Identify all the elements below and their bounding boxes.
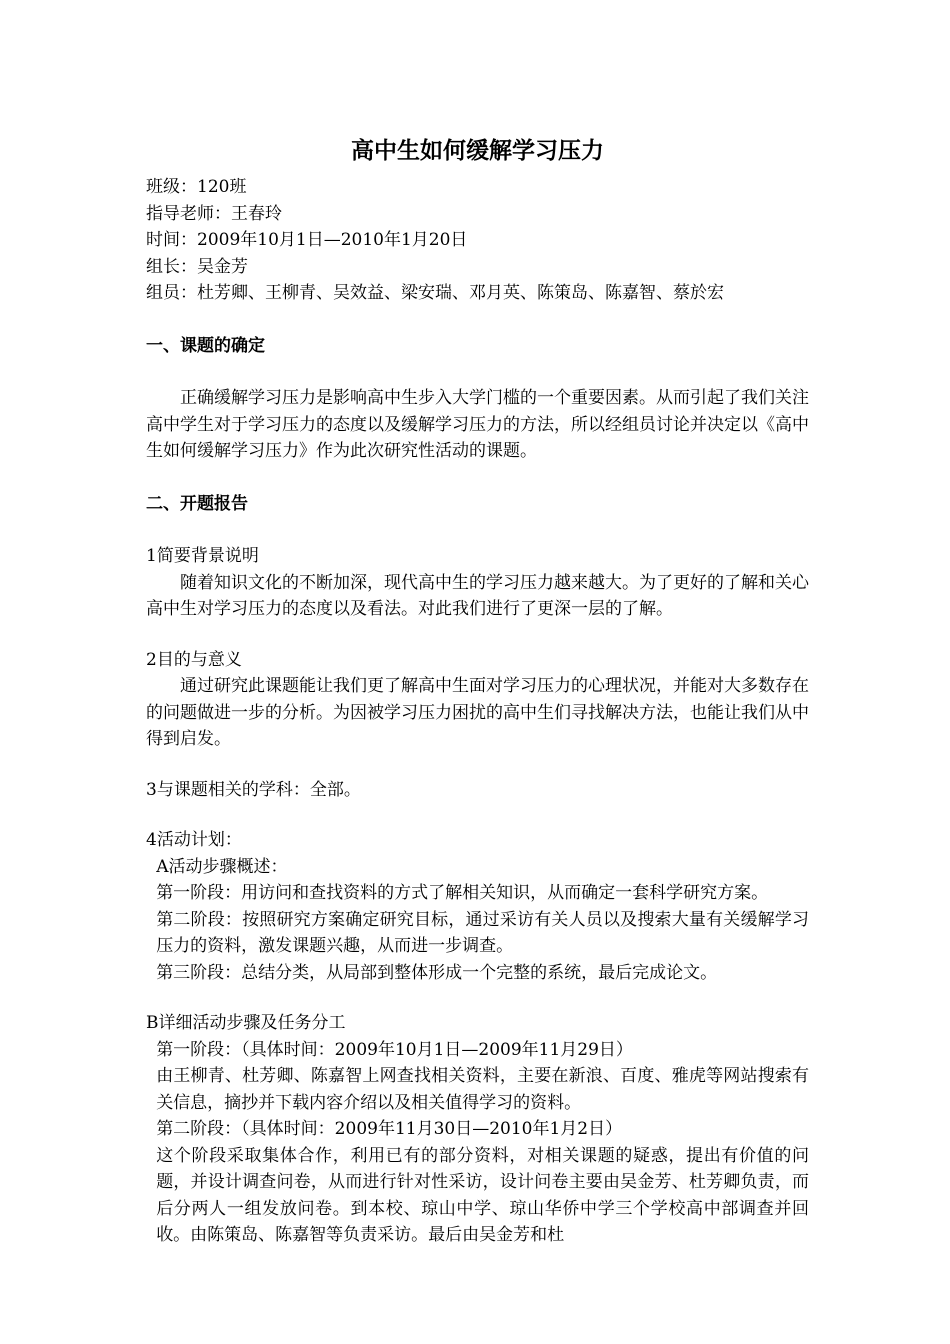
spacer bbox=[146, 307, 809, 333]
info-members: 组员：杜芳卿、王柳青、吴效益、梁安瑞、邓月英、陈策岛、陈嘉智、蔡於宏 bbox=[146, 283, 724, 303]
partA-stage3: 第三阶段：总结分类，从局部到整体形成一个完整的系统，最后完成论文。 bbox=[156, 962, 718, 983]
partB-stage2-title: 第二阶段：（具体时间：2009年11月30日—2010年1月2日） bbox=[156, 1119, 623, 1139]
partA-stage1: 第一阶段：用访问和查找资料的方式了解相关知识，从而确定一套科学研究方案。 bbox=[156, 883, 769, 903]
spacer bbox=[146, 359, 809, 385]
partB-stage2-text: 这个阶段采取集体合作，利用已有的部分资料，对相关课题的疑惑，提出有价值的问题，并设计调查问卷，从而进行针对性采访，设计问卷主要由吴金芳、杜芳卿负责，而后分两人一组发放问卷。到本校、琼山中学、琼山华侨中学三个学校高中部调查并回收。由陈策岛、陈嘉智等负责采访。最后由吴金芳和杜 bbox=[156, 1145, 809, 1245]
info-class: 班级：120班 bbox=[146, 177, 247, 197]
spacer bbox=[146, 623, 809, 647]
document-title: 高中生如何缓解学习压力 bbox=[351, 137, 604, 164]
info-teacher: 指导老师：王春玲 bbox=[146, 203, 282, 224]
partA-label: A活动步骤概述： bbox=[156, 856, 288, 877]
item3-label: 3与课题相关的学科：全部。 bbox=[146, 779, 361, 800]
spacer bbox=[146, 986, 809, 1010]
item1-paragraph: 随着知识文化的不断加深，现代高中生的学习压力越来越大。为了更好的了解和关心高中生对学习压力的态度以及看法。对此我们进行了更深一层的了解。 bbox=[146, 572, 809, 619]
spacer bbox=[146, 465, 809, 491]
item2-label: 2目的与意义 bbox=[146, 649, 242, 670]
partB-label: B详细活动步骤及任务分工 bbox=[146, 1013, 346, 1033]
spacer bbox=[146, 753, 809, 777]
section1-paragraph: 正确缓解学习压力是影响高中生步入大学门槛的一个重要因素。从而引起了我们关注高中学生对于学习压力的态度以及缓解学习压力的方法，所以经组员讨论并决定以《高中生如何缓解学习压力》作为此次研究性活动的课题。 bbox=[146, 388, 809, 461]
info-time: 时间：2009年10月1日—2010年1月20日 bbox=[146, 230, 468, 250]
item1-label: 1简要背景说明 bbox=[146, 546, 259, 566]
partA-stage2: 第二阶段：按照研究方案确定研究目标，通过采访有关人员以及搜索大量有关缓解学习压力的资料，激发课题兴趣，从而进一步调查。 bbox=[156, 909, 809, 956]
section2-heading: 二、开题报告 bbox=[146, 493, 248, 514]
section1-heading: 一、课题的确定 bbox=[146, 335, 265, 356]
item2-paragraph: 通过研究此课题能让我们更了解高中生面对学习压力的心理状况，并能对大多数存在的问题做进一步的分析。为因被学习压力困扰的高中生们寻找解决方法，也能让我们从中得到启发。 bbox=[146, 676, 809, 749]
spacer bbox=[146, 517, 809, 543]
partB-stage1-title: 第一阶段：（具体时间：2009年10月1日—2009年11月29日） bbox=[156, 1039, 633, 1060]
info-leader: 组长：吴金芳 bbox=[146, 256, 248, 277]
partB-stage1-text: 由王柳青、杜芳卿、陈嘉智上网查找相关资料，主要在新浪、百度、雅虎等网站搜索有关信息，摘抄并下载内容介绍以及相关值得学习的资料。 bbox=[156, 1066, 809, 1113]
spacer bbox=[146, 803, 809, 827]
item4-label: 4活动计划： bbox=[146, 830, 242, 850]
document-body bbox=[146, 134, 809, 1249]
